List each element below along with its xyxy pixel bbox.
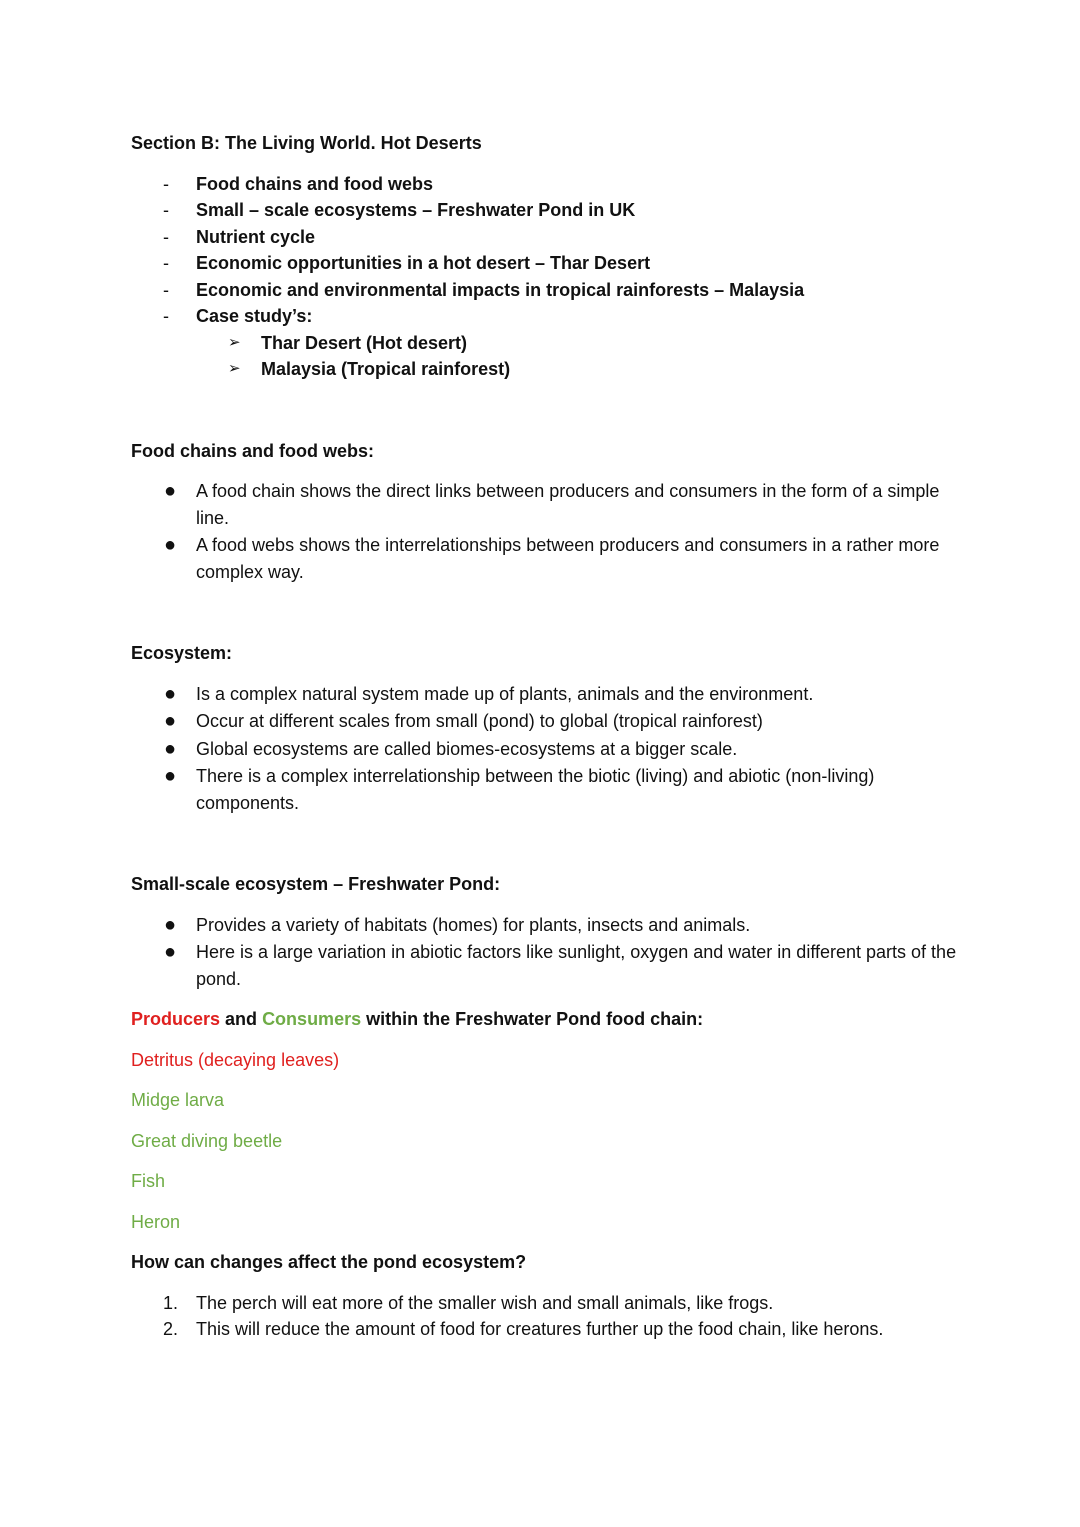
list-item bbox=[131, 763, 961, 816]
changes-title: How can changes affect the pond ecosystem? bbox=[131, 1252, 527, 1272]
case-study-label: Thar Desert (Hot desert) bbox=[261, 332, 468, 353]
food-chain-heading bbox=[131, 1006, 961, 1033]
case-study-list bbox=[196, 330, 961, 383]
topic-label: Food chains and food webs bbox=[196, 173, 434, 194]
topic-item bbox=[131, 224, 961, 251]
dash-marker: - bbox=[163, 173, 169, 194]
topic-label: Nutrient cycle bbox=[196, 226, 316, 247]
topic-item bbox=[131, 250, 961, 277]
list-item bbox=[131, 939, 961, 992]
list-item bbox=[131, 912, 961, 939]
topic-label: Economic and environmental impacts in tropical rainforests – Malaysia bbox=[196, 279, 805, 300]
topic-label: Case study’s: bbox=[196, 306, 313, 326]
list-item-text: Provides a variety of habitats (homes) for plants, insects and animals. bbox=[196, 914, 751, 935]
topic-label: Economic opportunities in a hot desert – Thar Desert bbox=[196, 253, 651, 273]
bullet-icon: ● bbox=[164, 682, 177, 705]
heading-rest: within the Freshwater Pond food chain: bbox=[361, 1009, 704, 1029]
dash-marker: - bbox=[163, 253, 169, 273]
list-number: 2. bbox=[163, 1319, 179, 1339]
topic-list bbox=[131, 171, 961, 383]
topic-label: Small – scale ecosystems – Freshwater Pond in UK bbox=[196, 200, 636, 220]
consumer-item: Midge larva bbox=[131, 1090, 225, 1110]
list-item-text: The perch will eat more of the smaller wish and small animals, like frogs. bbox=[196, 1292, 774, 1313]
list-item-text: Is a complex natural system made up of plants, animals and the environment. bbox=[196, 683, 814, 704]
document-page bbox=[131, 130, 961, 1343]
list-item-text: This will reduce the amount of food for creatures further up the food chain, like herons. bbox=[196, 1319, 884, 1339]
list-item-text: Global ecosystems are called biomes-ecosystems at a bigger scale. bbox=[196, 738, 738, 759]
arrow-bullet-icon: ➢ bbox=[228, 360, 241, 377]
list-item bbox=[131, 1290, 961, 1317]
topic-item bbox=[131, 171, 961, 198]
consumer-item: Fish bbox=[131, 1171, 166, 1191]
case-study-item bbox=[196, 356, 961, 383]
case-study-item bbox=[196, 330, 961, 357]
bullet-icon: ● bbox=[164, 913, 177, 936]
bullet-icon: ● bbox=[164, 941, 177, 963]
section-b-title: Section B: The Living World. Hot Deserts bbox=[131, 133, 482, 153]
bullet-icon: ● bbox=[164, 534, 177, 556]
list-item-text: There is a complex interrelationship between the biotic (living) and abiotic (non-living) components. bbox=[196, 766, 875, 813]
ecosystem-title: Ecosystem: bbox=[131, 643, 233, 663]
changes-list bbox=[131, 1290, 961, 1343]
producer-item: Detritus (decaying leaves) bbox=[131, 1049, 340, 1070]
dash-marker: - bbox=[163, 306, 169, 326]
ecosystem-list bbox=[131, 681, 961, 817]
bullet-icon: ● bbox=[164, 765, 177, 787]
list-item bbox=[131, 478, 961, 531]
list-item bbox=[131, 1316, 961, 1343]
topic-item bbox=[131, 303, 961, 383]
food-chains-list bbox=[131, 478, 961, 585]
topic-item bbox=[131, 277, 961, 304]
consumers-label: Consumers bbox=[262, 1009, 362, 1029]
consumer-item: Great diving beetle bbox=[131, 1130, 283, 1151]
and-label: and bbox=[220, 1009, 263, 1029]
producers-label: Producers bbox=[131, 1009, 221, 1029]
arrow-bullet-icon: ➢ bbox=[228, 333, 241, 351]
list-number: 1. bbox=[163, 1292, 179, 1313]
consumer-item: Heron bbox=[131, 1211, 181, 1232]
list-item-text: Occur at different scales from small (pond) to global (tropical rainforest) bbox=[196, 711, 763, 731]
list-item bbox=[131, 681, 961, 708]
dash-marker: - bbox=[163, 200, 169, 220]
list-item bbox=[131, 532, 961, 585]
pond-list bbox=[131, 912, 961, 993]
pond-title: Small-scale ecosystem – Freshwater Pond: bbox=[131, 874, 501, 894]
bullet-icon: ● bbox=[164, 737, 177, 760]
list-item bbox=[131, 736, 961, 763]
dash-marker: - bbox=[163, 226, 169, 247]
list-item-text: A food chain shows the direct links between producers and consumers in the form of a simple line. bbox=[196, 481, 940, 528]
topic-item bbox=[131, 197, 961, 224]
list-item-text: Here is a large variation in abiotic factors like sunlight, oxygen and water in different parts of the pond. bbox=[196, 942, 957, 989]
case-study-label: Malaysia (Tropical rainforest) bbox=[261, 359, 511, 379]
bullet-icon: ● bbox=[164, 480, 177, 502]
list-item bbox=[131, 708, 961, 735]
food-chains-title: Food chains and food webs: bbox=[131, 440, 374, 461]
list-item-text: A food webs shows the interrelationships between producers and consumers in a rather more complex way. bbox=[196, 535, 940, 582]
dash-marker: - bbox=[163, 279, 169, 300]
bullet-icon: ● bbox=[164, 710, 177, 732]
